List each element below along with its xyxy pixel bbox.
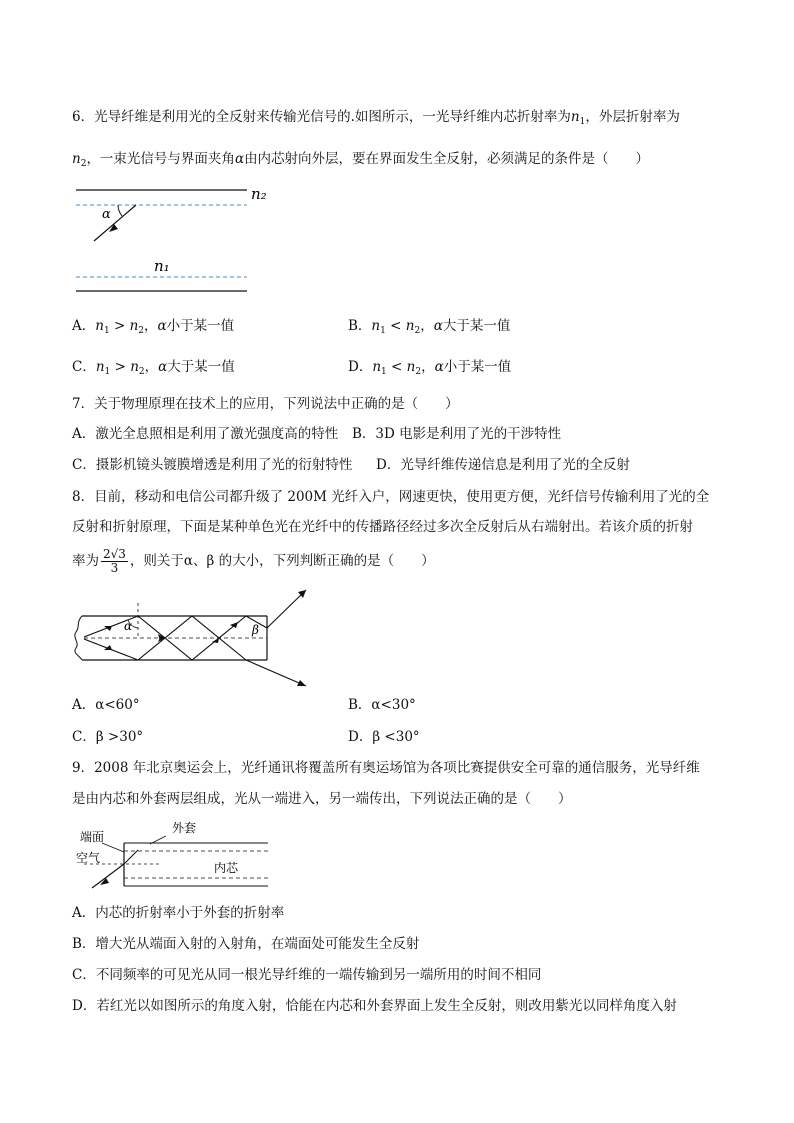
q6-label-n1: n₁ (154, 257, 170, 275)
q9-option-b[interactable]: B．增大光从端面入射的入射角，在端面处可能发生全反射 (72, 936, 420, 952)
q8-option-b[interactable]: B．α<30° (348, 697, 416, 713)
q8-stem-line2: 反射和折射原理，下面是某种单色光在光纤中的传播路径经过多次全反射后从右端射出。若该介质的折射 (72, 519, 693, 535)
q9-stem-line2: 是由内芯和外套两层组成，光从一端进入，另一端传出，下列说法正确的是（ ） (72, 791, 572, 807)
q6-option-d[interactable]: D．$n_1 < n_2$，α小于某一值 (348, 359, 512, 377)
q6-option-a[interactable]: A．$n_1 > n_2$，α小于某一值 (72, 318, 235, 336)
q6-label-n2: n₂ (251, 185, 267, 203)
q7-option-a[interactable]: A．激光全息照相是利用了激光强度高的特性 (72, 426, 339, 442)
q7-stem: 7．关于物理原理在技术上的应用，下列说法中正确的是（ ） (72, 396, 459, 412)
q6-option-c[interactable]: C．$n_1 > n_2$，α大于某一值 (72, 359, 235, 377)
q9-incident-ray (92, 864, 124, 888)
q8-label-alpha: α (124, 619, 133, 633)
q6-option-b[interactable]: B．$n_1 < n_2$，α大于某一值 (348, 318, 511, 336)
q8-stem-line3: 率为 $\frac{2√3}{3}$ ，则关于α、β 的大小，下列判断正确的是（ ） (72, 547, 435, 575)
q8-option-d[interactable]: D．β <30° (348, 729, 420, 745)
q7-option-b[interactable]: B．3D 电影是利用了光的干涉特性 (352, 426, 562, 442)
q8-option-a[interactable]: A．α<60° (72, 697, 140, 713)
q6-stem-line2: $n_2$，一束光信号与界面夹角α由内芯射向外层，要在界面发生全反射，必须满足的条件是（ ） (72, 151, 650, 169)
q9-endface-pointer (102, 843, 124, 852)
q8-stem-line1: 8．目前，移动和电信公司都升级了 200M 光纤入户，网速更快，使用更方便，光纤信号传输利用了光的全 (72, 489, 710, 505)
q9-option-a[interactable]: A．内芯的折射率小于外套的折射率 (72, 905, 285, 921)
q9-refracted-ray (124, 850, 138, 864)
q8-label-beta: β (252, 623, 259, 637)
q7-option-c[interactable]: C．摄影机镜头镀膜增透是利用了光的衍射特性 (72, 457, 353, 473)
q8-option-c[interactable]: C．β >30° (72, 729, 144, 745)
q6-stem-line1: 6．光导纤维是利用光的全反射来传输光信号的.如图所示，一光导纤维内芯折射率为$n_1$，外层折射率为 (72, 109, 680, 127)
q8-refractive-index-fraction: $\frac{2√3}{3}$ (103, 547, 126, 575)
q6-label-alpha: α (102, 207, 111, 222)
q7-option-d[interactable]: D．光导纤维传递信息是利用了光的全反射 (376, 457, 630, 473)
q9-label-endface: 端面 (80, 830, 105, 844)
q9-label-cladding: 外套 (172, 821, 197, 835)
q9-label-core: 内芯 (214, 861, 239, 875)
q9-label-air: 空气 (76, 851, 101, 865)
q9-stem-line1: 9．2008 年北京奥运会上，光纤通讯将覆盖所有奥运场馆为各项比赛提供安全可靠的通信服务，光导纤维 (72, 760, 700, 776)
q9-option-d[interactable]: D．若红光以如图所示的角度入射，恰能在内芯和外套界面上发生全反射，则改用紫光以同样角度入射 (72, 998, 677, 1014)
q9-option-c[interactable]: C．不同频率的可见光从同一根光导纤维的一端传输到另一端所用的时间不相同 (72, 967, 542, 983)
